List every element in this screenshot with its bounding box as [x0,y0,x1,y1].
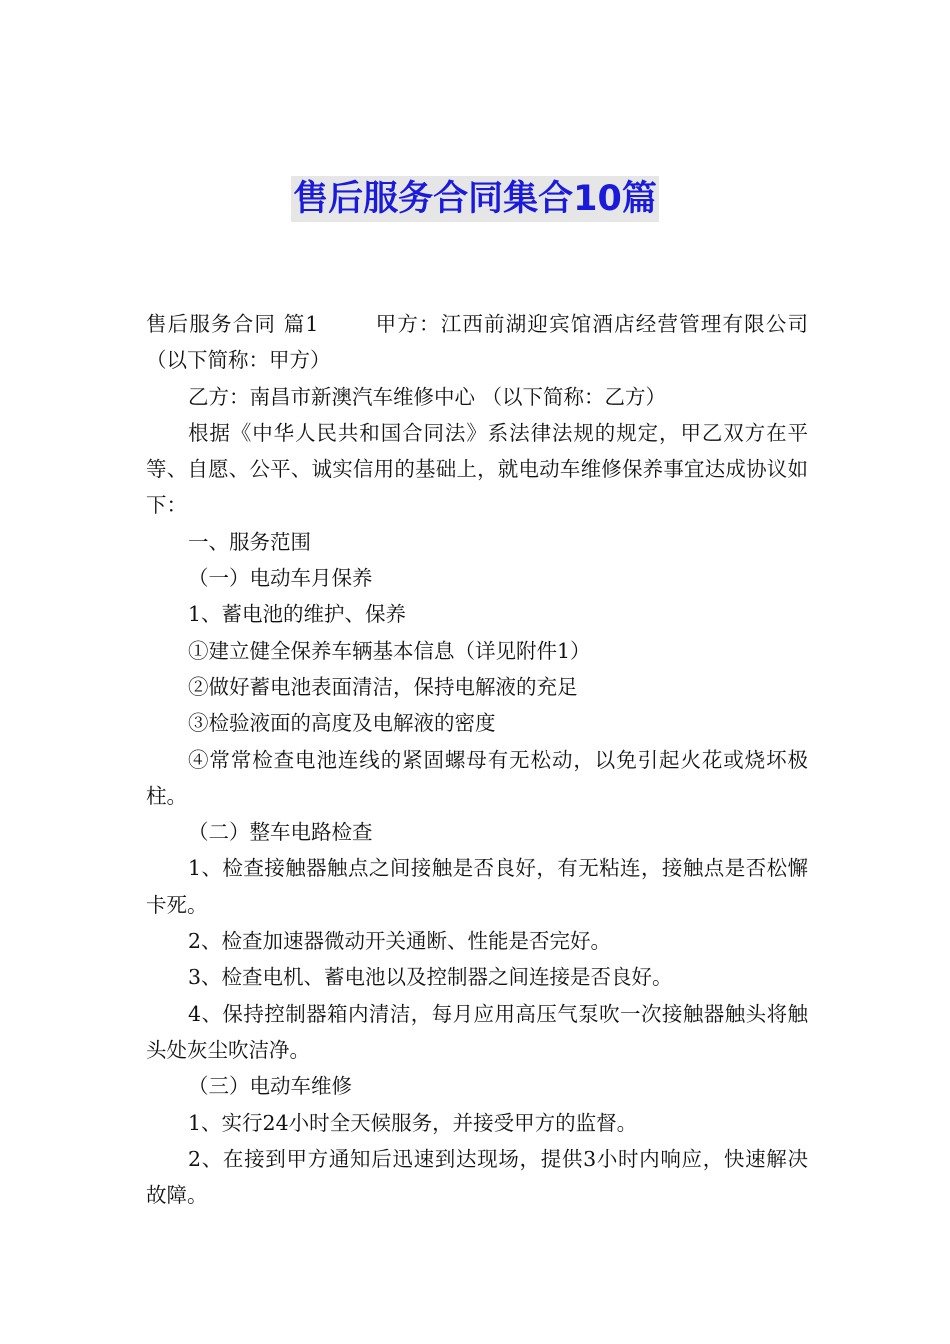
paragraph-9: ③检验液面的高度及电解液的密度 [188,711,496,736]
paragraph-6: 1、蓄电池的维护、保养 [188,602,407,627]
paragraph-15: 4、保持控制器箱内清洁，每月应用高压气泵吹一次接触器触头将触头处灰尘吹洁净。 [146,1001,808,1062]
paragraph-10: ④常常检查电池连线的紧固螺母有无松动，以免引起火花或烧坏极柱。 [146,747,808,808]
paragraph-17: 1、实行24小时全天候服务，并接受甲方的监督。 [188,1110,638,1135]
paragraph-1 [146,306,808,379]
paragraph-4: 一、服务范围 [188,529,311,554]
paragraph-5: （一）电动车月保养 [188,566,373,591]
paragraph-2: 乙方：南昌市新澳汽车维修中心 （以下简称：乙方） [188,384,667,409]
contract-heading: 售后服务合同 篇1 [146,312,319,336]
paragraph-12: 1、检查接触器触点之间接触是否良好，有无粘连，接触点是否松懈卡死。 [146,856,808,917]
paragraph-8: ②做好蓄电池表面清洁，保持电解液的充足 [188,674,578,699]
paragraph-13: 2、检查加速器微动开关通断、性能是否完好。 [188,929,612,954]
document-body [146,306,808,1213]
title-container [0,176,950,222]
document-title: 售后服务合同集合10篇 [291,176,659,222]
paragraph-18: 2、在接到甲方通知后迅速到达现场，提供3小时内响应，快速解决故障。 [146,1146,808,1208]
paragraph-7: ①建立健全保养车辆基本信息（详见附件1） [188,638,591,663]
paragraph-16: （三）电动车维修 [188,1074,352,1099]
paragraph-14: 3、检查电机、蓄电池以及控制器之间连接是否良好。 [188,965,673,990]
party-a-text: 甲方：江西前湖迎宾馆酒店经营管理有限公司（以下简称：甲方） [146,312,809,373]
paragraph-11: （二）整车电路检查 [188,820,373,845]
paragraph-3: 根据《中华人民共和国合同法》系法律法规的规定，甲乙双方在平等、自愿、公平、诚实信用的基础上，就电动车维修保养事宜达成协议如下： [146,420,808,518]
